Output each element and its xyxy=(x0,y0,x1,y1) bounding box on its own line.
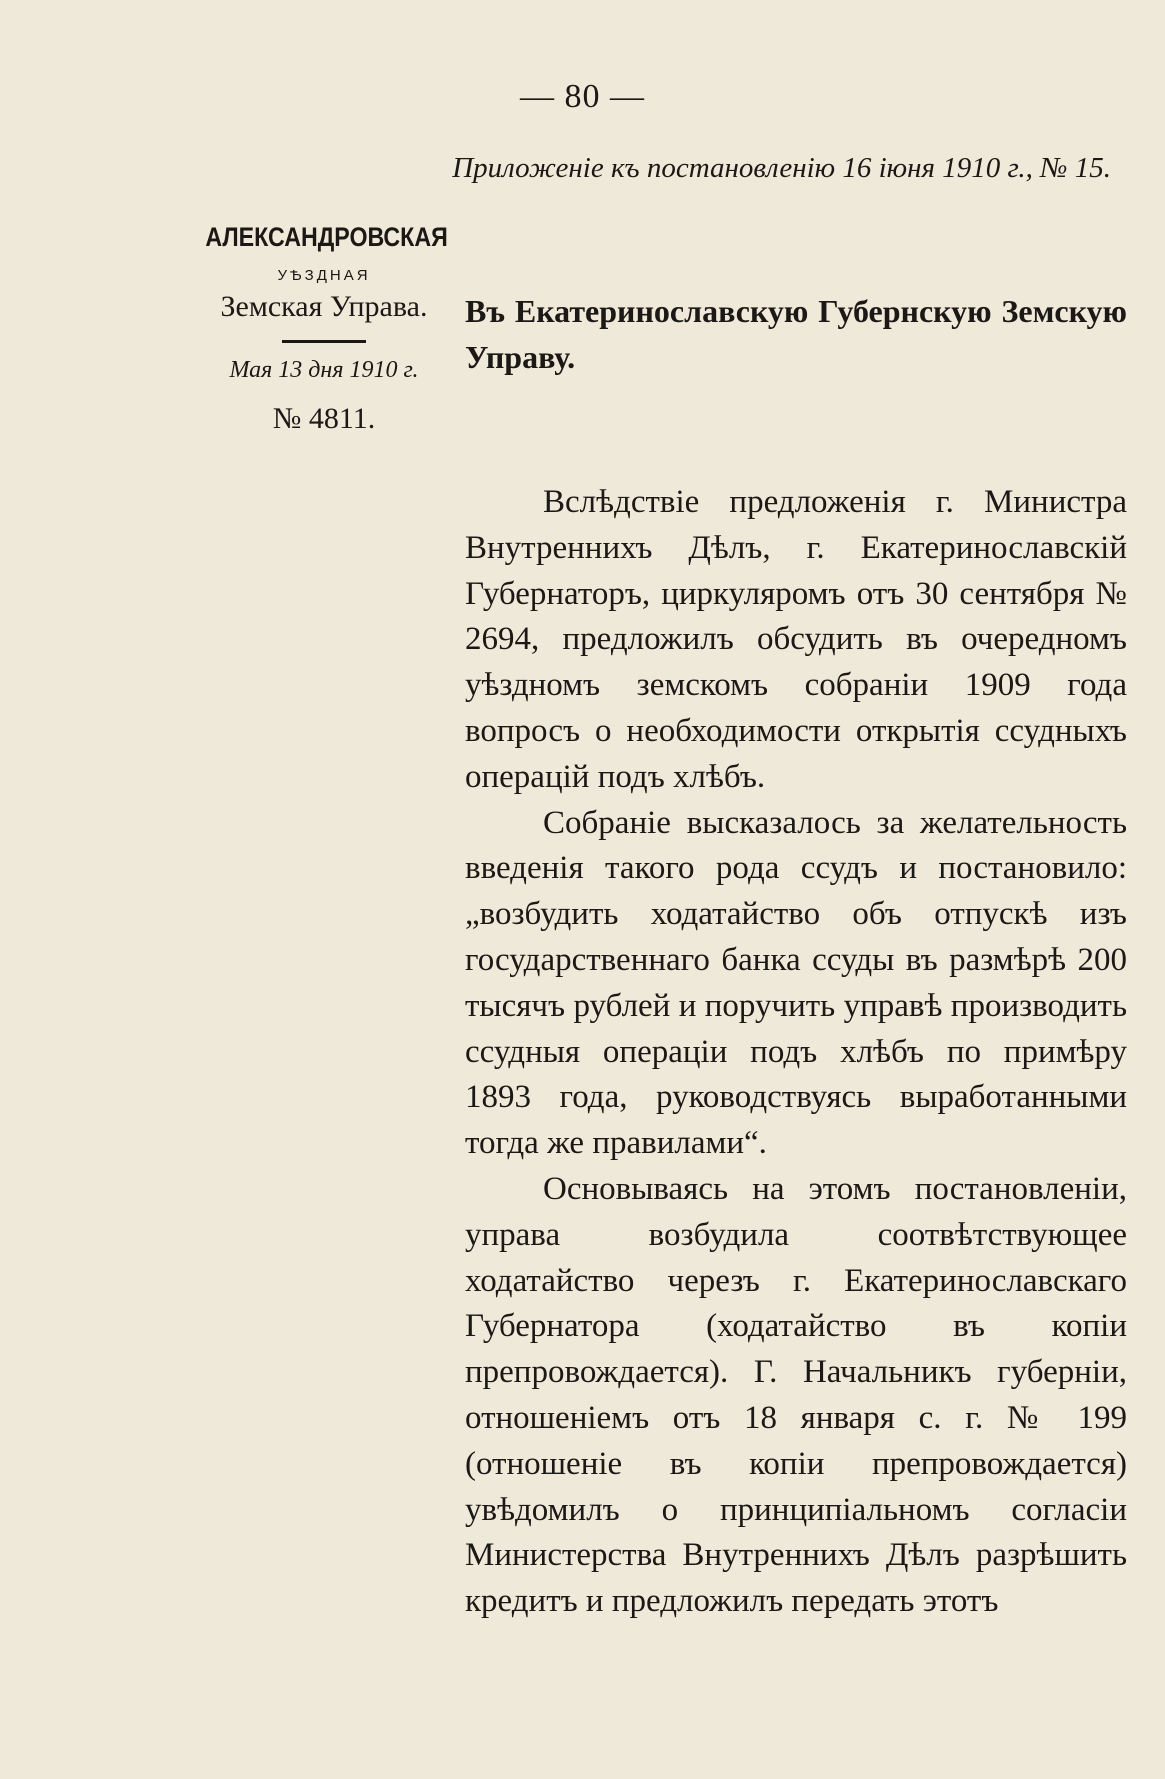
body-text xyxy=(465,480,1127,1625)
sender-number: № 4811. xyxy=(272,402,376,435)
paragraph: Основываясь на этомъ постановленіи, управа возбудила соотвѣтствующее ходатайство черезъ г. Екатеринославскаго Губернатора (ходатайство въ копіи препровождается). Г. Начальникъ губерніи, отношеніемъ отъ 18 января с. г. № 199 (отношеніе въ копіи препровождается) увѣдомилъ о принципіальномъ согласіи Министерства Внутреннихъ Дѣлъ разрѣшить кредитъ и предложилъ передать этотъ xyxy=(465,1170,1127,1620)
sender-district-label: УѢЗДНАЯ xyxy=(277,267,371,284)
addressee: Въ Екатеринославскую Губернскую Земскую Управу. xyxy=(465,293,1127,375)
sender-block xyxy=(186,222,462,436)
sender-organization: АЛЕКСАНДРОВСКАЯ xyxy=(205,222,448,252)
paragraph: Собраніе высказалось за желательность введенія такого рода ссудъ и постановило: „возбудить ходатайство объ отпускѣ изъ государственнаго банка ссуды въ размѣрѣ 200 тысячъ рублей и поручить управѣ производить ссудныя операціи подъ хлѣбъ по примѣру 1893 года, руководствуясь выработанными тогда же правилами“. xyxy=(465,804,1127,1162)
sender-date: Мая 13 дня 1910 г. xyxy=(229,357,419,383)
sender-council: Земская Управа. xyxy=(220,290,428,323)
appendix-note: Приложеніе къ постановленію 16 іюня 1910 г., № 15. xyxy=(452,152,1111,184)
page-number: — 80 — xyxy=(520,78,645,115)
sender-divider xyxy=(282,340,366,343)
paragraph: Вслѣдствіе предложенія г. Министра Внутреннихъ Дѣлъ, г. Екатеринославскій Губернаторъ, циркуляромъ отъ 30 сентября № 2694, предложилъ обсудить въ очередномъ уѣздномъ земскомъ собраніи 1909 года вопросъ о необходимости открытія ссудныхъ операцій подъ хлѣбъ. xyxy=(465,484,1127,795)
